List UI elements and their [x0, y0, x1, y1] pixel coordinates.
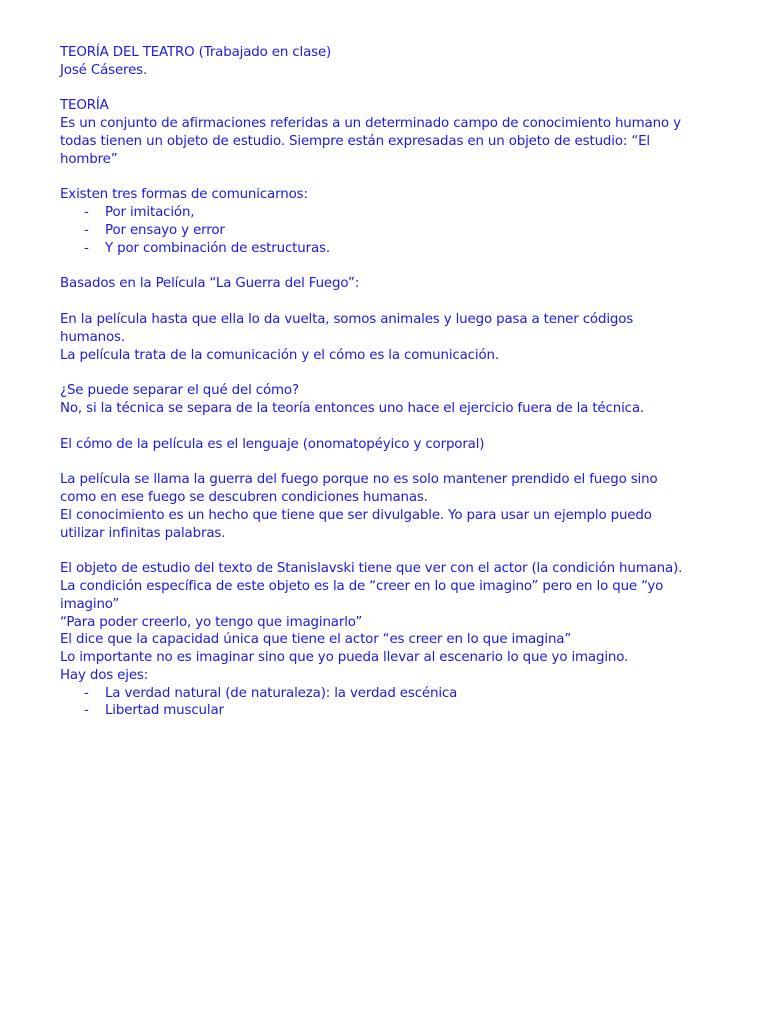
- paragraph-line: Es un conjunto de afirmaciones referidas a un determinado campo de conocimiento humano y: [60, 116, 681, 132]
- list-item-text: Y por combinación de estructuras.: [105, 240, 330, 256]
- list-item-text: La verdad natural (de naturaleza): la verdad escénica: [105, 685, 458, 701]
- list-item: [60, 240, 740, 258]
- paragraph-line: como en ese fuego se descubren condiciones humanas.: [60, 489, 428, 505]
- paragraph-line: Basados en la Película “La Guerra del Fuego”:: [60, 276, 360, 292]
- bullet-marker: -: [84, 222, 89, 238]
- section-heading-teoria: TEORÍA: [60, 98, 109, 114]
- paragraph-line: humanos.: [60, 329, 125, 345]
- document-title: TEORÍA DEL TEATRO (Trabajado en clase): [60, 45, 332, 60]
- list-item-text: Libertad muscular: [105, 703, 224, 719]
- paragraph-line: El objeto de estudio del texto de Stanislavski tiene que ver con el actor (la condición humana).: [60, 561, 683, 577]
- spacer: [60, 80, 740, 98]
- paragraph-line: El dice que la capacidad única que tiene el actor “es creer en lo que imagina”: [60, 632, 572, 648]
- list-item-text: Por ensayo y error: [105, 222, 225, 238]
- list-item: [60, 685, 740, 703]
- paragraph-line: El conocimiento es un hecho que tiene que ser divulgable. Yo para usar un ejemplo puedo: [60, 507, 652, 523]
- paragraph-line: “Para poder creerlo, yo tengo que imaginarlo”: [60, 614, 363, 630]
- list-item: [60, 204, 740, 222]
- paragraph-line: Hay dos ejes:: [60, 667, 149, 683]
- spacer: [60, 418, 740, 436]
- paragraph-line: hombre”: [60, 151, 118, 167]
- paragraph-line: utilizar infinitas palabras.: [60, 525, 226, 541]
- paragraph-line: La película se llama la guerra del fuego porque no es solo mantener prendido el fuego sino: [60, 472, 658, 488]
- document-author: José Cáseres.: [60, 62, 148, 78]
- spacer: [60, 364, 740, 382]
- paragraph-line: La película trata de la comunicación y el cómo es la comunicación.: [60, 347, 499, 363]
- spacer: [60, 258, 740, 276]
- bullet-marker: -: [84, 685, 89, 701]
- paragraph-line: Lo importante no es imaginar sino que yo pueda llevar al escenario lo que yo imagino.: [60, 650, 629, 666]
- list-item: [60, 222, 740, 240]
- paragraph-line: En la película hasta que ella lo da vuelta, somos animales y luego pasa a tener códigos: [60, 311, 634, 327]
- paragraph-line: No, si la técnica se separa de la teoría entonces uno hace el ejercicio fuera de la técnica.: [60, 400, 645, 416]
- paragraph-line: La condición específica de este objeto es la de “creer en lo que imagino” pero en lo que “yo: [60, 578, 664, 594]
- paragraph-line: imagino”: [60, 596, 120, 612]
- paragraph-line: Existen tres formas de comunicarnos:: [60, 187, 308, 203]
- bullet-marker: -: [84, 703, 89, 719]
- spacer: [60, 542, 740, 560]
- list-item: [60, 702, 740, 720]
- bullet-marker: -: [84, 205, 89, 221]
- document-page: [60, 44, 740, 720]
- bullet-marker: -: [84, 240, 89, 256]
- paragraph-line: El cómo de la película es el lenguaje (onomatopéyico y corporal): [60, 436, 485, 452]
- paragraph-line: todas tienen un objeto de estudio. Siempre están expresadas en un objeto de estudio: “El: [60, 133, 651, 149]
- spacer: [60, 453, 740, 471]
- list-item-text: Por imitación,: [105, 205, 195, 221]
- paragraph-line: ¿Se puede separar el qué del cómo?: [60, 383, 299, 399]
- spacer: [60, 169, 740, 187]
- spacer: [60, 293, 740, 311]
